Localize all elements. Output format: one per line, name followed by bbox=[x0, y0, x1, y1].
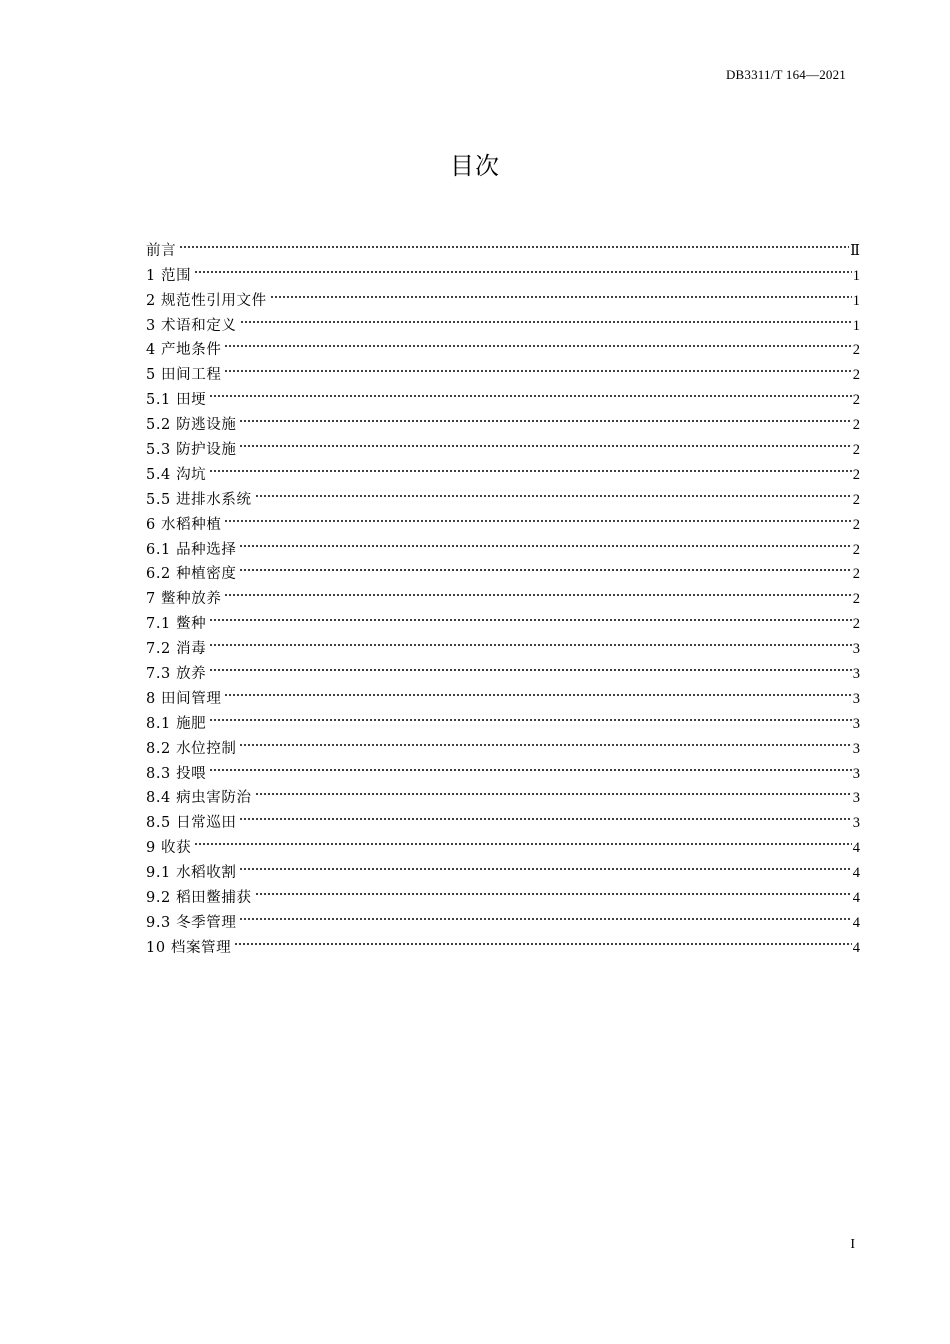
toc-entry[interactable] bbox=[146, 230, 860, 259]
toc-entry-page: 1 bbox=[852, 317, 860, 334]
toc-leader-dots bbox=[268, 280, 853, 305]
toc-entry-page: 2 bbox=[852, 541, 860, 558]
toc-leader-dots bbox=[237, 852, 852, 877]
toc-entry-label: 5.4 沟坑 bbox=[146, 466, 207, 483]
toc-entry[interactable] bbox=[146, 578, 860, 608]
toc-entry-page: 2 bbox=[852, 367, 860, 384]
toc-entry[interactable] bbox=[146, 429, 860, 459]
toc-entry[interactable] bbox=[146, 628, 860, 658]
toc-leader-dots bbox=[222, 354, 852, 379]
toc-leader-dots bbox=[207, 454, 852, 479]
toc-leader-dots bbox=[232, 927, 852, 952]
toc-entry-label: 8.2 水位控制 bbox=[146, 740, 237, 757]
toc-entry[interactable] bbox=[146, 678, 860, 707]
toc-entry-page: 1 bbox=[852, 267, 860, 284]
toc-entry[interactable] bbox=[146, 305, 860, 334]
toc-leader-dots bbox=[237, 429, 852, 454]
toc-entry-label: 8.5 日常巡田 bbox=[146, 815, 237, 832]
toc-entry-label: 9.2 稻田鳖捕获 bbox=[146, 890, 252, 907]
toc-entry[interactable] bbox=[146, 653, 860, 683]
toc-entry-label: 8 田间管理 bbox=[146, 690, 222, 707]
toc-entry-label: 5 田间工程 bbox=[146, 367, 222, 384]
document-id: DB3311/T 164—2021 bbox=[725, 67, 846, 82]
toc-entry-label: 7.2 消毒 bbox=[146, 641, 207, 658]
toc-entry[interactable] bbox=[146, 753, 860, 782]
toc-entry[interactable] bbox=[146, 454, 860, 483]
toc-leader-dots bbox=[253, 877, 853, 902]
toc-leader-dots bbox=[237, 728, 852, 753]
toc-entry[interactable] bbox=[146, 728, 860, 757]
toc-entry[interactable] bbox=[146, 404, 860, 434]
toc-leader-dots bbox=[237, 404, 852, 429]
toc-entry-label: 5.1 田埂 bbox=[146, 392, 207, 409]
toc-leader-dots bbox=[207, 653, 852, 678]
toc-entry[interactable] bbox=[146, 354, 860, 384]
toc-entry-page: 4 bbox=[852, 840, 860, 857]
toc-entry-label: 7 鳖种放养 bbox=[146, 591, 222, 608]
toc-entry[interactable] bbox=[146, 504, 860, 533]
toc-entry-page: 2 bbox=[852, 616, 860, 633]
toc-leader-dots bbox=[222, 578, 852, 603]
toc-entry-page: 4 bbox=[852, 865, 860, 882]
toc-leader-dots bbox=[253, 778, 853, 803]
toc-entry-label: 8.1 施肥 bbox=[146, 715, 207, 732]
toc-entry[interactable] bbox=[146, 603, 860, 633]
toc-entry[interactable] bbox=[146, 255, 860, 284]
toc-leader-dots bbox=[207, 603, 852, 628]
toc-leader-dots bbox=[222, 504, 852, 529]
toc-entry[interactable] bbox=[146, 877, 860, 907]
toc-entry-label: 5.3 防护设施 bbox=[146, 442, 237, 459]
toc-leader-dots bbox=[238, 305, 853, 330]
toc-leader-dots bbox=[207, 628, 852, 653]
toc-entry-page: 3 bbox=[852, 815, 860, 832]
toc-entry-page: 2 bbox=[852, 516, 860, 533]
toc-entry-label: 7.3 放养 bbox=[146, 666, 207, 683]
toc-entry-page: 2 bbox=[852, 566, 860, 583]
toc-entry[interactable] bbox=[146, 927, 860, 956]
toc-leader-dots bbox=[237, 802, 852, 827]
toc-entry[interactable] bbox=[146, 703, 860, 732]
toc-entry-label: 9.3 冬季管理 bbox=[146, 914, 237, 931]
toc-entry-label: 1 范围 bbox=[146, 267, 192, 284]
toc-entry-label: 3 术语和定义 bbox=[146, 317, 237, 334]
table-of-contents bbox=[146, 230, 860, 956]
toc-leader-dots bbox=[207, 753, 852, 778]
toc-entry-page: 2 bbox=[852, 392, 860, 409]
page-number: I bbox=[850, 1237, 855, 1252]
toc-entry-label: 6 水稻种植 bbox=[146, 516, 222, 533]
toc-entry-page: 1 bbox=[852, 292, 860, 309]
toc-entry-page: 3 bbox=[852, 641, 860, 658]
toc-entry-page: 4 bbox=[852, 914, 860, 931]
toc-entry[interactable] bbox=[146, 802, 860, 832]
toc-entry-page: 3 bbox=[852, 740, 860, 757]
toc-entry-page: 2 bbox=[852, 491, 860, 508]
toc-entry[interactable] bbox=[146, 554, 860, 583]
toc-entry-label: 前言 bbox=[146, 242, 177, 259]
toc-leader-dots bbox=[192, 255, 853, 280]
page-title: 目次 bbox=[450, 152, 500, 180]
toc-entry-page: 4 bbox=[852, 939, 860, 956]
toc-entry-page: 4 bbox=[852, 890, 860, 907]
toc-entry-page: 2 bbox=[852, 442, 860, 459]
toc-leader-dots bbox=[253, 479, 853, 504]
toc-leader-dots bbox=[237, 529, 852, 554]
toc-entry-page: 2 bbox=[852, 591, 860, 608]
toc-entry[interactable] bbox=[146, 379, 860, 409]
toc-entry-page: Ⅱ bbox=[850, 242, 860, 259]
toc-entry-label: 7.1 鳖种 bbox=[146, 616, 207, 633]
toc-entry-label: 5.2 防逃设施 bbox=[146, 417, 237, 434]
toc-entry-page: 2 bbox=[852, 466, 860, 483]
toc-entry-page: 3 bbox=[852, 715, 860, 732]
toc-leader-dots bbox=[222, 330, 852, 355]
toc-entry[interactable] bbox=[146, 902, 860, 931]
toc-entry-label: 8.3 投喂 bbox=[146, 765, 207, 782]
toc-entry-label: 9 收获 bbox=[146, 840, 192, 857]
toc-entry-label: 6.1 品种选择 bbox=[146, 541, 237, 558]
toc-entry-page: 2 bbox=[852, 342, 860, 359]
toc-entry[interactable] bbox=[146, 529, 860, 558]
toc-entry-page: 3 bbox=[852, 666, 860, 683]
toc-entry-page: 3 bbox=[852, 765, 860, 782]
toc-entry-page: 2 bbox=[852, 417, 860, 434]
toc-leader-dots bbox=[207, 379, 852, 404]
toc-leader-dots bbox=[222, 678, 852, 703]
toc-leader-dots bbox=[192, 827, 853, 852]
toc-entry-label: 6.2 种植密度 bbox=[146, 566, 237, 583]
toc-leader-dots bbox=[177, 230, 850, 255]
toc-entry-label: 10 档案管理 bbox=[146, 939, 232, 956]
toc-entry[interactable] bbox=[146, 479, 860, 508]
toc-leader-dots bbox=[237, 554, 852, 579]
toc-entry-label: 5.5 进排水系统 bbox=[146, 491, 252, 508]
toc-leader-dots bbox=[237, 902, 852, 927]
toc-entry-label: 8.4 病虫害防治 bbox=[146, 790, 252, 807]
toc-entry[interactable] bbox=[146, 778, 860, 807]
toc-entry-label: 4 产地条件 bbox=[146, 342, 222, 359]
toc-entry[interactable] bbox=[146, 330, 860, 359]
toc-entry[interactable] bbox=[146, 280, 860, 309]
toc-entry-page: 3 bbox=[852, 690, 860, 707]
toc-entry-label: 2 规范性引用文件 bbox=[146, 292, 267, 309]
toc-entry-label: 9.1 水稻收割 bbox=[146, 865, 237, 882]
toc-entry-page: 3 bbox=[852, 790, 860, 807]
toc-entry[interactable] bbox=[146, 852, 860, 882]
toc-leader-dots bbox=[207, 703, 852, 728]
toc-entry[interactable] bbox=[146, 827, 860, 857]
